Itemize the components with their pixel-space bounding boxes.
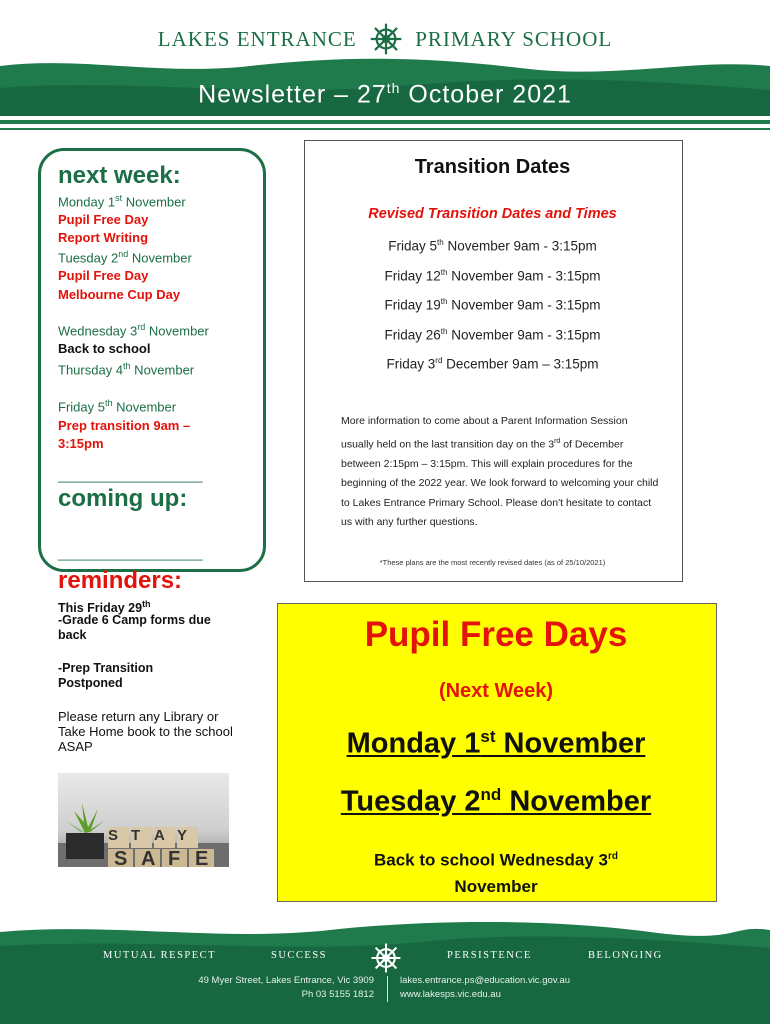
footer-email[interactable]: lakes.entrance.ps@education.vic.gov.au <box>400 975 571 986</box>
tuesday-item-1: Pupil Free Day <box>58 268 149 283</box>
transition-date-1: Friday 5th November 9am - 3:15pm <box>388 238 597 254</box>
reminder-camp-forms: -Grade 6 Camp forms due back <box>58 613 211 642</box>
footer-divider <box>387 976 388 1002</box>
transition-date-5: Friday 3rd December 9am – 3:15pm <box>386 356 599 372</box>
footer-address-block <box>160 974 374 1002</box>
friday-date: Friday 5th November <box>58 398 177 415</box>
footer-website[interactable]: www.lakesps.vic.edu.au <box>400 989 501 1000</box>
thursday-date: Thursday 4th November <box>58 361 195 378</box>
monday-date: Monday 1st November <box>58 193 186 210</box>
transition-title: Transition Dates <box>414 156 571 178</box>
safe-letter-a: A <box>141 848 156 870</box>
value-persistence: PERSISTENCE <box>447 950 532 961</box>
value-success: SUCCESS <box>271 950 328 961</box>
pupil-free-days-subtitle: (Next Week) <box>438 680 554 702</box>
footer-address: 49 Myer Street, Lakes Entrance, Vic 3909 <box>198 975 374 986</box>
transition-date-4: Friday 26th November 9am - 3:15pm <box>384 327 601 343</box>
monday-item-1: Pupil Free Day <box>58 212 149 227</box>
ships-wheel-icon <box>370 942 402 974</box>
friday-item: Prep transition 9am – 3:15pm <box>58 418 191 451</box>
transition-subtitle: Revised Transition Dates and Times <box>368 206 617 222</box>
pupil-free-day-monday: Monday 1st November <box>346 727 646 760</box>
back-to-school-note: Back to school Wednesday 3rd November <box>374 850 618 896</box>
value-mutual-respect: MUTUAL RESPECT <box>103 950 217 961</box>
safe-letter-f: F <box>168 848 181 870</box>
stay-letter-a: A <box>154 827 165 844</box>
next-week-heading: next week: <box>58 162 181 189</box>
school-name-right: PRIMARY SCHOOL <box>415 26 613 51</box>
coming-up-heading: coming up: <box>58 485 188 512</box>
transition-date-2: Friday 12th November 9am - 3:15pm <box>384 268 601 284</box>
monday-item-2: Report Writing <box>58 230 149 245</box>
separator-1: ____________________ <box>58 468 203 483</box>
pupil-free-day-tuesday: Tuesday 2nd November <box>340 785 652 818</box>
reminder-prep-transition: -Prep Transition Postponed <box>58 661 154 690</box>
reminders-heading: reminders: <box>58 567 183 594</box>
reminder-library-books: Please return any Library or Take Home book to the school ASAP <box>58 709 233 754</box>
transition-footnote: *These plans are the most recently revised dates (as of 25/10/2021) <box>379 558 606 567</box>
stay-letter-y: Y <box>177 827 188 844</box>
value-belonging: BELONGING <box>588 950 663 961</box>
ships-wheel-icon <box>369 22 403 56</box>
tuesday-item-2: Melbourne Cup Day <box>58 287 181 302</box>
tuesday-date: Tuesday 2nd November <box>58 249 192 266</box>
footer-phone: Ph 03 5155 1812 <box>301 989 374 1000</box>
stay-letter-t: T <box>131 827 141 844</box>
separator-2: ____________________ <box>58 546 203 561</box>
safe-letter-s: S <box>114 848 128 870</box>
school-name <box>0 22 770 56</box>
transition-date-3: Friday 19th November 9am - 3:15pm <box>384 297 601 313</box>
reminder-friday: This Friday 29th <box>58 599 151 616</box>
pupil-free-days-title: Pupil Free Days <box>364 615 628 654</box>
stay-letter-s: S <box>108 827 119 844</box>
transition-info-paragraph: More information to come about a Parent Information Session usually held on the last transition day on the 3rd of December between 2:15pm – 3:15pm. This will explain procedures for the beginning of the 2022 year. We look forward to welcoming your child to Lakes Entrance Primary School. Please don't hesitate to contact us with any further questions. <box>341 415 659 528</box>
school-name-left: LAKES ENTRANCE <box>157 26 357 51</box>
wednesday-item: Back to school <box>58 341 151 356</box>
footer-contact-block <box>400 974 640 1002</box>
newsletter-title: Newsletter – 27th October 2021 <box>198 80 572 109</box>
safe-letter-e: E <box>195 848 209 870</box>
wednesday-date: Wednesday 3rd November <box>58 322 209 339</box>
